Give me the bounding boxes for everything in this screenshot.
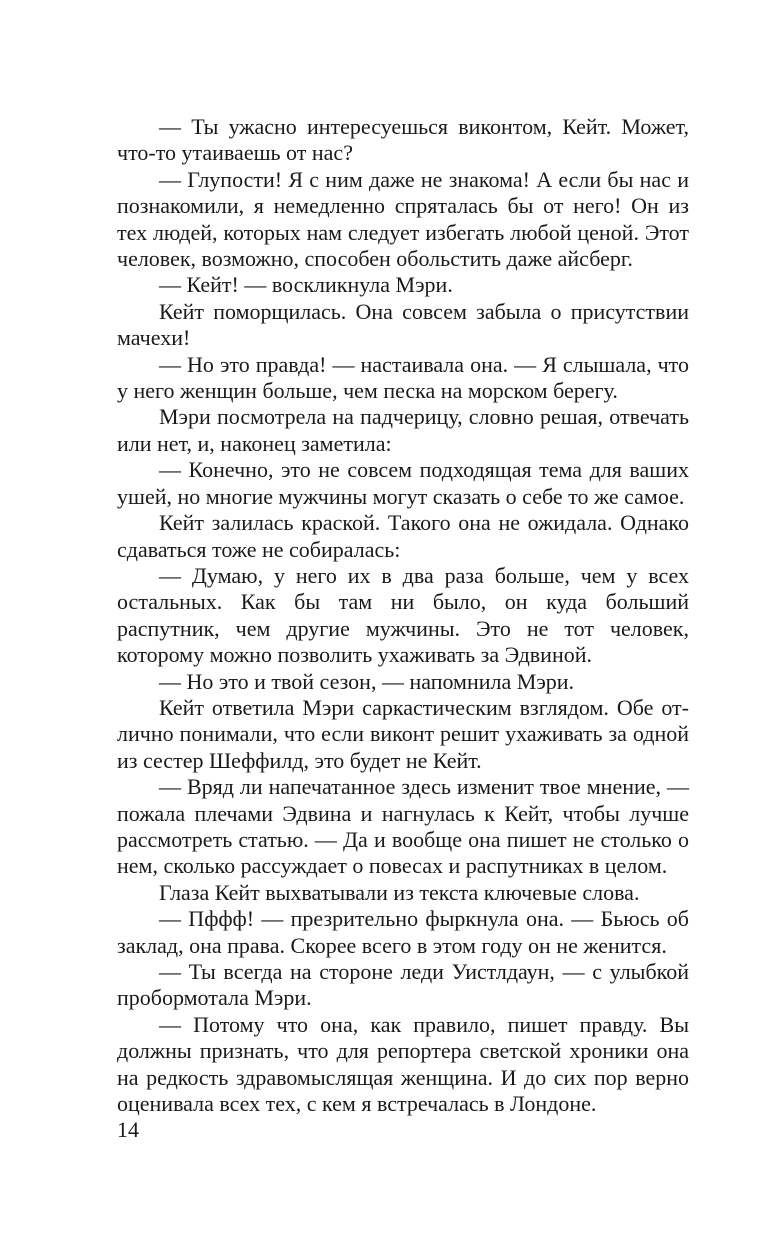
paragraph-3: — Кейт! — воскликнула Мэри. xyxy=(159,272,453,298)
paragraph-9: — Думаю, у него их в два раза больше, чем у всех остальных. Как бы там ни было, он куда больший распутник, чем другие мужчины. Это не тот человек, которому можно позволить ухаживать за Эдвиной. xyxy=(117,562,689,668)
paragraph-15: — Ты всегда на стороне леди Уистлдаун, — с улыбкой пробормотала Мэри. xyxy=(117,959,689,1011)
paragraph-16: — Потому что она, как правило, пишет правду. Вы должны признать, что для репортера светской хроники она на редкость здравомыслящая женщина. И до сих пор верно оценивала всех тех, с кем я встречалась в Лондоне. xyxy=(117,1011,689,1117)
paragraph-4: Кейт поморщилась. Она совсем забыла о присутствии мачехи! xyxy=(117,298,689,351)
paragraph-5: — Но это правда! — настаивала она. — Я слышала, что у него женщин больше, чем песка на морском берегу. xyxy=(117,351,689,404)
paragraph-11: Кейт ответила Мэри саркастическим взглядом. Обе отлично понимали, что если виконт решит ухаживать за одной из сестер Шеффилд, это будет не Кейт. xyxy=(117,694,689,773)
paragraph-10: — Но это и твой сезон, — напомнила Мэри. xyxy=(159,668,575,694)
paragraph-7: — Конечно, это не совсем подходящая тема для ваших ушей, но многие мужчины могут сказать о себе то же самое. xyxy=(117,457,689,509)
page-number: 14 xyxy=(117,1117,139,1142)
paragraph-13: Глаза Кейт выхватывали из текста ключевые слова. xyxy=(159,879,640,905)
paragraph-1: — Ты ужасно интересуешься виконтом, Кейт. Может, что-то утаиваешь от нас? xyxy=(117,114,689,166)
paragraph-14: — Пффф! — презрительно фыркнула она. — Бьюсь об заклад, она права. Скорее всего в этом году он не женится. xyxy=(117,906,689,958)
paragraph-6: Мэри посмотрела на падчерицу, словно решая, отвечать или нет, и, наконец заметила: xyxy=(117,404,689,456)
paragraph-8: Кейт залилась краской. Такого она не ожидала. Однако сдаваться тоже не собиралась: xyxy=(117,510,689,562)
paragraph-12: — Вряд ли напечатанное здесь изменит твое мнение, — пожала плечами Эдвина и нагнулась к Кейт, чтобы лучше рассмотреть статью. — Да и вообще она пишет не столько о нем, сколько рассуждает о повесах и распутниках в целом. xyxy=(117,774,689,879)
paragraph-2: — Глупости! Я с ним даже не знакома! А если бы нас и познакомили, я немедленно спряталась бы от него! Он из тех людей, которых нам следует избегать любой ценой. Этот человек, возможно, способен обольстить даже айсберг. xyxy=(117,166,689,272)
book-page-text xyxy=(117,114,689,1117)
